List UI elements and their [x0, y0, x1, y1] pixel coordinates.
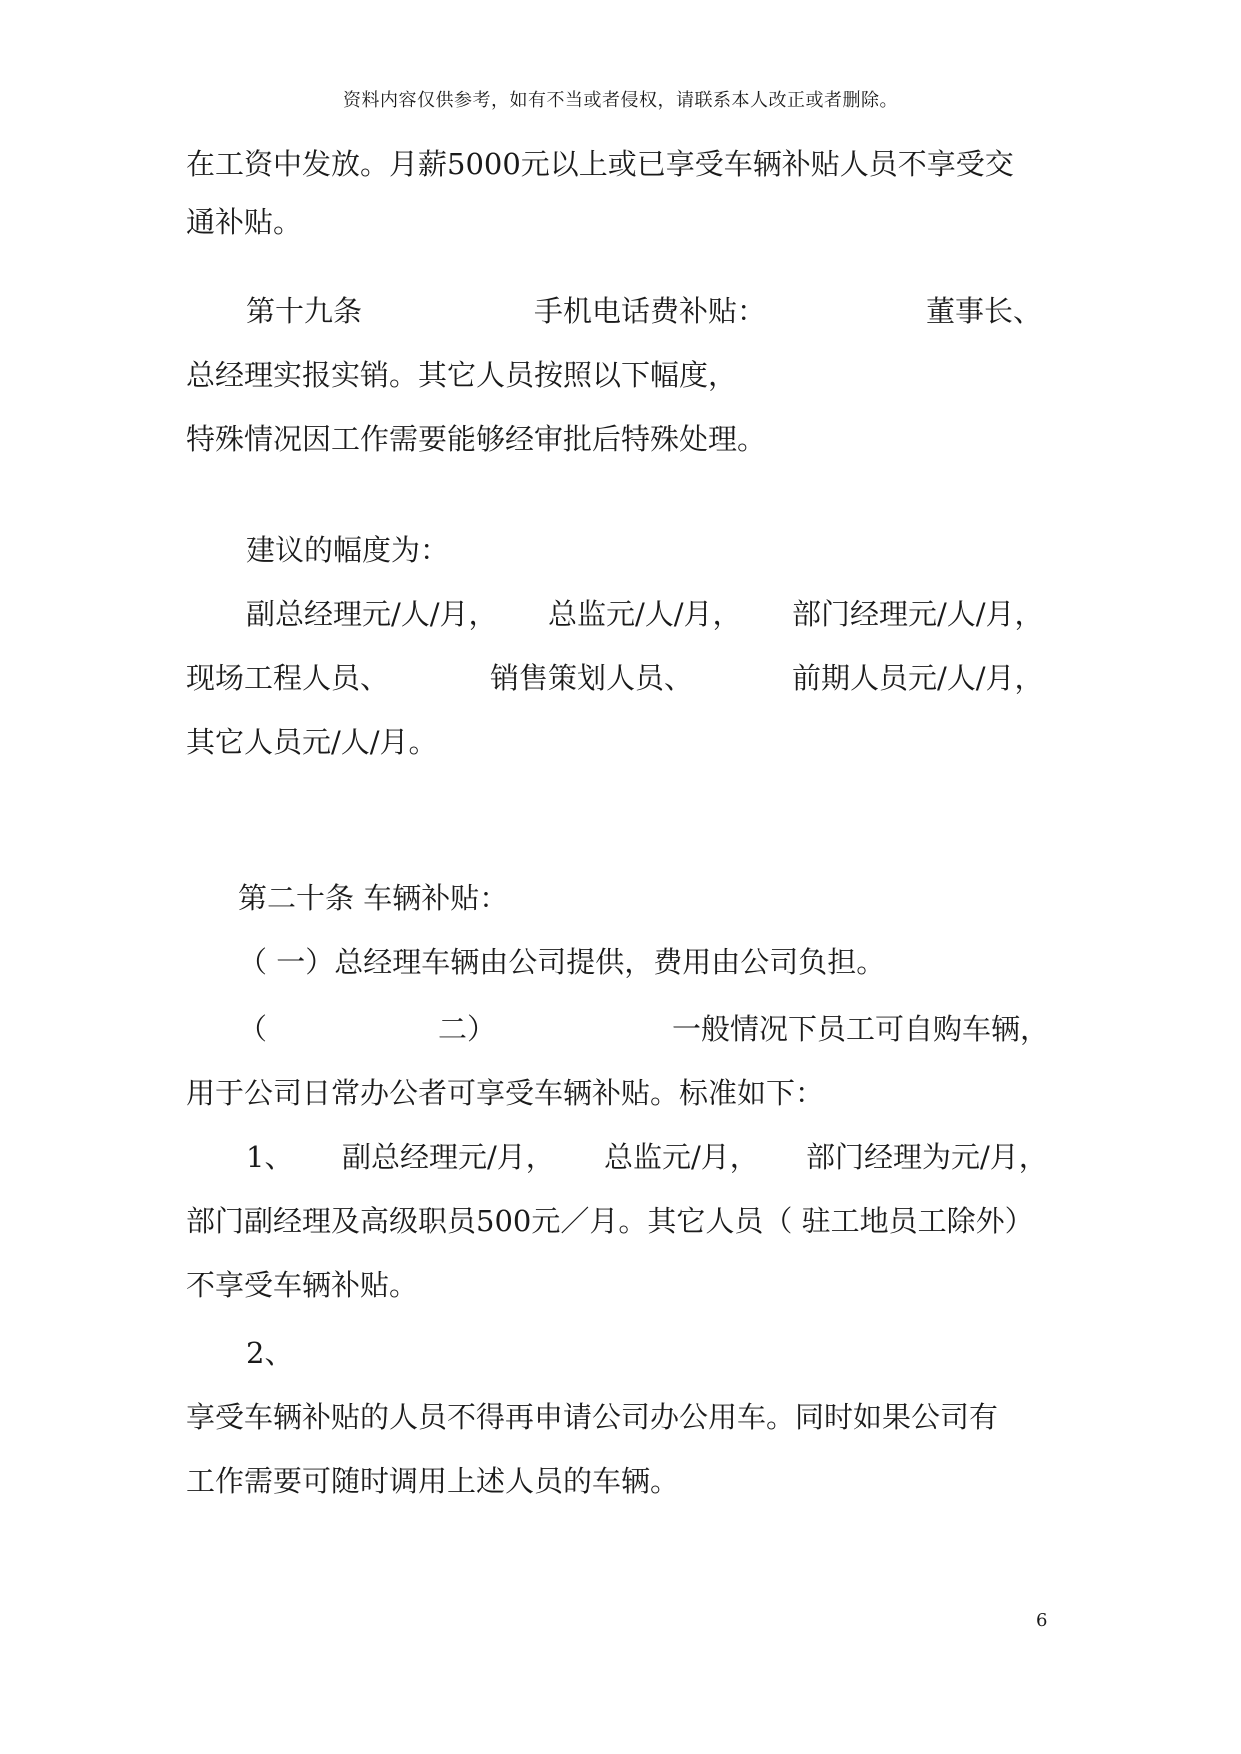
rate-item: 前期人员元/人/月， [792, 661, 1044, 695]
paragraph-line: 用于公司日常办公者可享受车辆补贴。标准如下： [186, 1076, 825, 1110]
paragraph-line: 通补贴。 [186, 205, 303, 239]
page-number: 6 [1036, 1610, 1048, 1631]
article-19-text: 董事长、 [926, 294, 1043, 328]
rate-item: 副总经理元/人/月， [246, 597, 498, 631]
paragraph-line: 特殊情况因工作需要能够经审批后特殊处理。 [186, 422, 767, 456]
paragraph-line: 部门副经理及高级职员500元／月。其它人员（ 驻工地员工除外） [186, 1204, 1034, 1238]
rate-item: 其它人员元/人/月。 [186, 725, 438, 759]
list-marker: 2、 [246, 1336, 294, 1370]
rate-item: 销售策划人员、 [490, 661, 694, 695]
list-marker: 二） [438, 1012, 497, 1046]
paragraph-line: 不享受车辆补贴。 [186, 1268, 419, 1302]
list-marker: 1、 [246, 1140, 294, 1174]
article-19-title: 第十九条 [246, 294, 363, 328]
rate-item: 总监元/人/月， [548, 597, 742, 631]
rate-item: 副总经理元/月， [342, 1140, 555, 1174]
page-header-disclaimer: 资料内容仅供参考，如有不当或者侵权，请联系本人改正或者删除。 [343, 90, 898, 111]
paragraph-line: 建议的幅度为： [246, 533, 450, 567]
rate-item: 现场工程人员、 [186, 661, 390, 695]
paragraph-line: 工作需要可随时调用上述人员的车辆。 [186, 1464, 680, 1498]
list-marker: （ [238, 1012, 268, 1046]
rate-item: 总监元/月， [604, 1140, 759, 1174]
article-19-subject: 手机电话费补贴： [534, 294, 767, 328]
paragraph-line: 总经理实报实销。其它人员按照以下幅度， [186, 358, 738, 392]
rate-item: 部门经理元/人/月， [792, 597, 1044, 631]
paragraph-line: 在工资中发放。月薪5000元以上或已享受车辆补贴人员不享受交 [186, 147, 1014, 181]
rate-item: 部门经理为元/月， [806, 1140, 1048, 1174]
article-20-title: 第二十条 车辆补贴： [238, 881, 509, 915]
paragraph-line: 一般情况下员工可自购车辆， [672, 1012, 1050, 1046]
paragraph-line: 享受车辆补贴的人员不得再申请公司办公用车。同时如果公司有 [186, 1400, 999, 1434]
paragraph-line: （ 一）总经理车辆由公司提供，费用由公司负担。 [238, 945, 886, 979]
